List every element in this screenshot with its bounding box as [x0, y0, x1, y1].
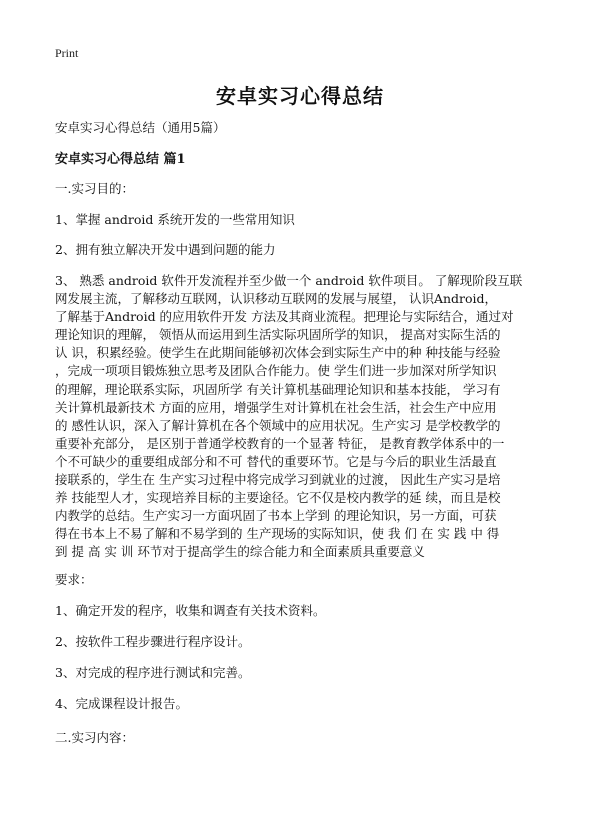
paragraph-line: 网发展主流，了解移动互联网，认识移动互联网的发展与展望， 认识Android，: [55, 291, 498, 307]
goals-heading: 一.实习目的：: [55, 181, 134, 196]
paragraph-line: 个不可缺少的重要组成部分和不可 替代的重要环节。它是与今后的职业生活最直: [55, 453, 497, 469]
section-heading: 安卓实习心得总结 篇1: [55, 152, 186, 167]
goal-item-1: 1、掌握 android 系统开发的一些常用知识: [55, 212, 295, 227]
paragraph-line: 的理解，理论联系实际，巩固所学 有关计算机基础理论知识和基本技能， 学习有: [55, 381, 501, 397]
page-title: 安卓实习心得总结: [216, 84, 384, 108]
paragraph-line: 认 识，积累经验。使学生在此期间能够初次体会到实际生产中的种 种技能与经验: [55, 345, 501, 361]
paragraph-line: 得在书本上不易了解和不易学到的 生产现场的实际知识，使 我 们 在 实 践 中 得: [55, 526, 500, 542]
paragraph-line: 内教学的总结。生产实习一方面巩固了书本上学到 的理论知识，另一方面，可获: [55, 508, 497, 524]
content-heading: 二.实习内容：: [55, 730, 134, 745]
goal-item-3-paragraph: [55, 272, 550, 562]
goal-item-2: 2、拥有独立解决开发中遇到问题的能力: [55, 242, 276, 257]
requirement-item-2: 2、按软件工程步骤进行程序设计。: [55, 634, 251, 649]
paragraph-line: 关计算机最新技术 方面的应用，增强学生对计算机在社会生活，社会生产中应用: [55, 399, 497, 415]
paragraph-line: 的 感性认识，深入了解计算机在各个领域中的应用状况。生产实习 是学校教学的: [55, 417, 501, 433]
paragraph-line: 到 提 高 实 训 环节对于提高学生的综合能力和全面素质具重要意义: [55, 544, 425, 560]
paragraph-line: 理论知识的理解， 领悟从而运用到生活实际巩固所学的知识， 提高对实际生活的: [55, 327, 501, 343]
document-subtitle: 安卓实习心得总结（通用5篇）: [55, 120, 226, 135]
paragraph-line: ，完成一项项目锻炼独立思考及团队合作能力。使 学生们进一步加深对所学知识: [55, 363, 497, 379]
requirement-item-1: 1、确定开发的程序，收集和调查有关技术资料。: [55, 603, 326, 618]
requirement-item-4: 4、完成课程设计报告。: [55, 696, 188, 711]
paragraph-line: 接联系的，学生在 生产实习过程中将完成学习到就业的过渡， 因此生产实习是培: [55, 472, 501, 488]
paragraph-line: 重要补充部分， 是区别于普通学校教育的一个显著 特征， 是教育教学体系中的一: [55, 435, 505, 451]
print-link[interactable]: Print: [55, 46, 79, 60]
paragraph-line: 3、 熟悉 android 软件开发流程并至少做一个 android 软件项目。 了解现阶段互联: [55, 273, 523, 288]
requirements-heading: 要求：: [55, 572, 93, 587]
requirement-item-3: 3、对完成的程序进行测试和完善。: [55, 665, 251, 680]
paragraph-line: 了解基于Android 的应用软件开发 方法及其商业流程。把理论与实际结合，通过对: [55, 309, 514, 325]
paragraph-line: 养 技能型人才，实现培养目标的主要途径。它不仅是校内教学的延 续，而且是校: [55, 490, 501, 506]
